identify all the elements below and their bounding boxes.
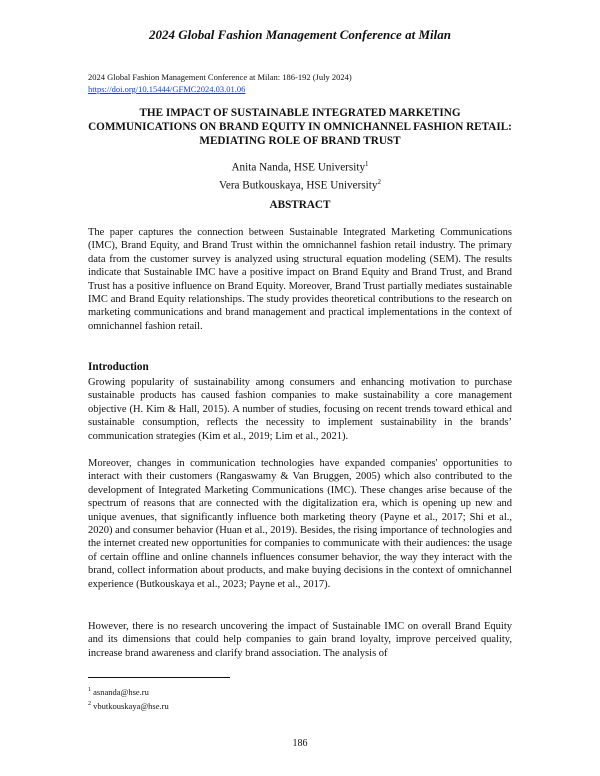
citation-line: 2024 Global Fashion Management Conference at Milan: 186-192 (July 2024) [88,72,352,82]
footnote-mark[interactable]: 2 [377,177,381,186]
abstract-text: The paper captures the connection between Sustainable Integrated Marketing Communications (IMC), Brand Equity, and Brand Trust within the omnichannel fashion retail industry. The primary data from the customer survey is analyzed using structural equation modeling (SEM). The results indicate that Sustainable IMC have a positive impact on Brand Equity and Brand Trust, and Brand Trust has a positive influence on Brand Equity. Moreover, Brand Trust partially mediates sustainable IMC and Brand Equity relationships. The study provides theoretical contributions to the research on marketing communications and brand management and practical implementations in the context of omnichannel fashion retail. [88,227,512,332]
intro-paragraph-2: Moreover, changes in communication technologies have expanded companies' opportunities to interact with their customers (Rangaswamy & Van Bruggen, 2005) which also contributed to the development of Integrated Marketing Communications (IMC). These changes arise because of the spectrum of reasons that are connected with the digitalization era, which is opening up new and unique avenues, that significantly influence both marketing theory (Payne et al., 2017; Shi et al., 2020) and consumer behavior (Huan et al., 2019). Besides, the rising importance of technologies and the internet created new opportunities for companies to communicate with their audiences: the usage of certain offline and online channels influences consumer behavior, the way they interact with the brand, collect information about products, and make buying decisions in the context of omnichannel experience (Butkouskaya et al., 2023; Payne et al., 2017). [88,458,512,590]
abstract-heading: ABSTRACT [269,199,331,211]
page-number: 186 [292,738,308,749]
footnote-number: 2 [88,700,91,707]
paper-title: THE IMPACT OF SUSTAINABLE INTEGRATED MARKETING COMMUNICATIONS ON BRAND EQUITY IN OMNICHANNEL FASHION RETAIL: MEDIATING ROLE OF BRAND TRUST [88,107,512,147]
footnote-number: 1 [88,687,91,693]
author-2 [88,175,512,193]
footnotes [88,684,169,712]
citation-block [88,71,352,95]
author-name: Vera Butkouskaya, HSE University [219,179,378,192]
author-1 [88,157,512,175]
footnote-2 [88,698,169,712]
footnote-email: asnanda@hse.ru [93,686,149,697]
introduction-heading: Introduction [88,361,149,373]
author-name: Anita Nanda, HSE University [231,161,366,174]
footnote-email: vbutkouskaya@hse.ru [93,700,169,711]
doi-link[interactable]: https://doi.org/10.15444/GFMC2024.03.01.06 [88,84,246,94]
footnote-1 [88,684,169,698]
author-list [88,157,512,192]
intro-paragraph-3: However, there is no research uncovering the impact of Sustainable IMC on overall Brand Equity and its dimensions that could help companies to gain brand loyalty, improve perceived quality, increase brand awareness and clarify brand association. The analysis of [88,621,512,659]
footnote-mark[interactable]: 1 [365,160,369,168]
footnote-divider [88,677,230,678]
intro-paragraph-1: Growing popularity of sustainability among consumers and enhancing motivation to purchase sustainable products has caused fashion companies to make sustainability a core management objective (H. Kim & Hall, 2015). A number of studies, focusing on recent trends toward ethical and sustainable consumption, reflects the necessity to implement sustainability in the brands’ communication strategies (Kim et al., 2019; Lim et al., 2021). [88,377,512,442]
running-header: 2024 Global Fashion Management Conference at Milan [149,27,451,42]
